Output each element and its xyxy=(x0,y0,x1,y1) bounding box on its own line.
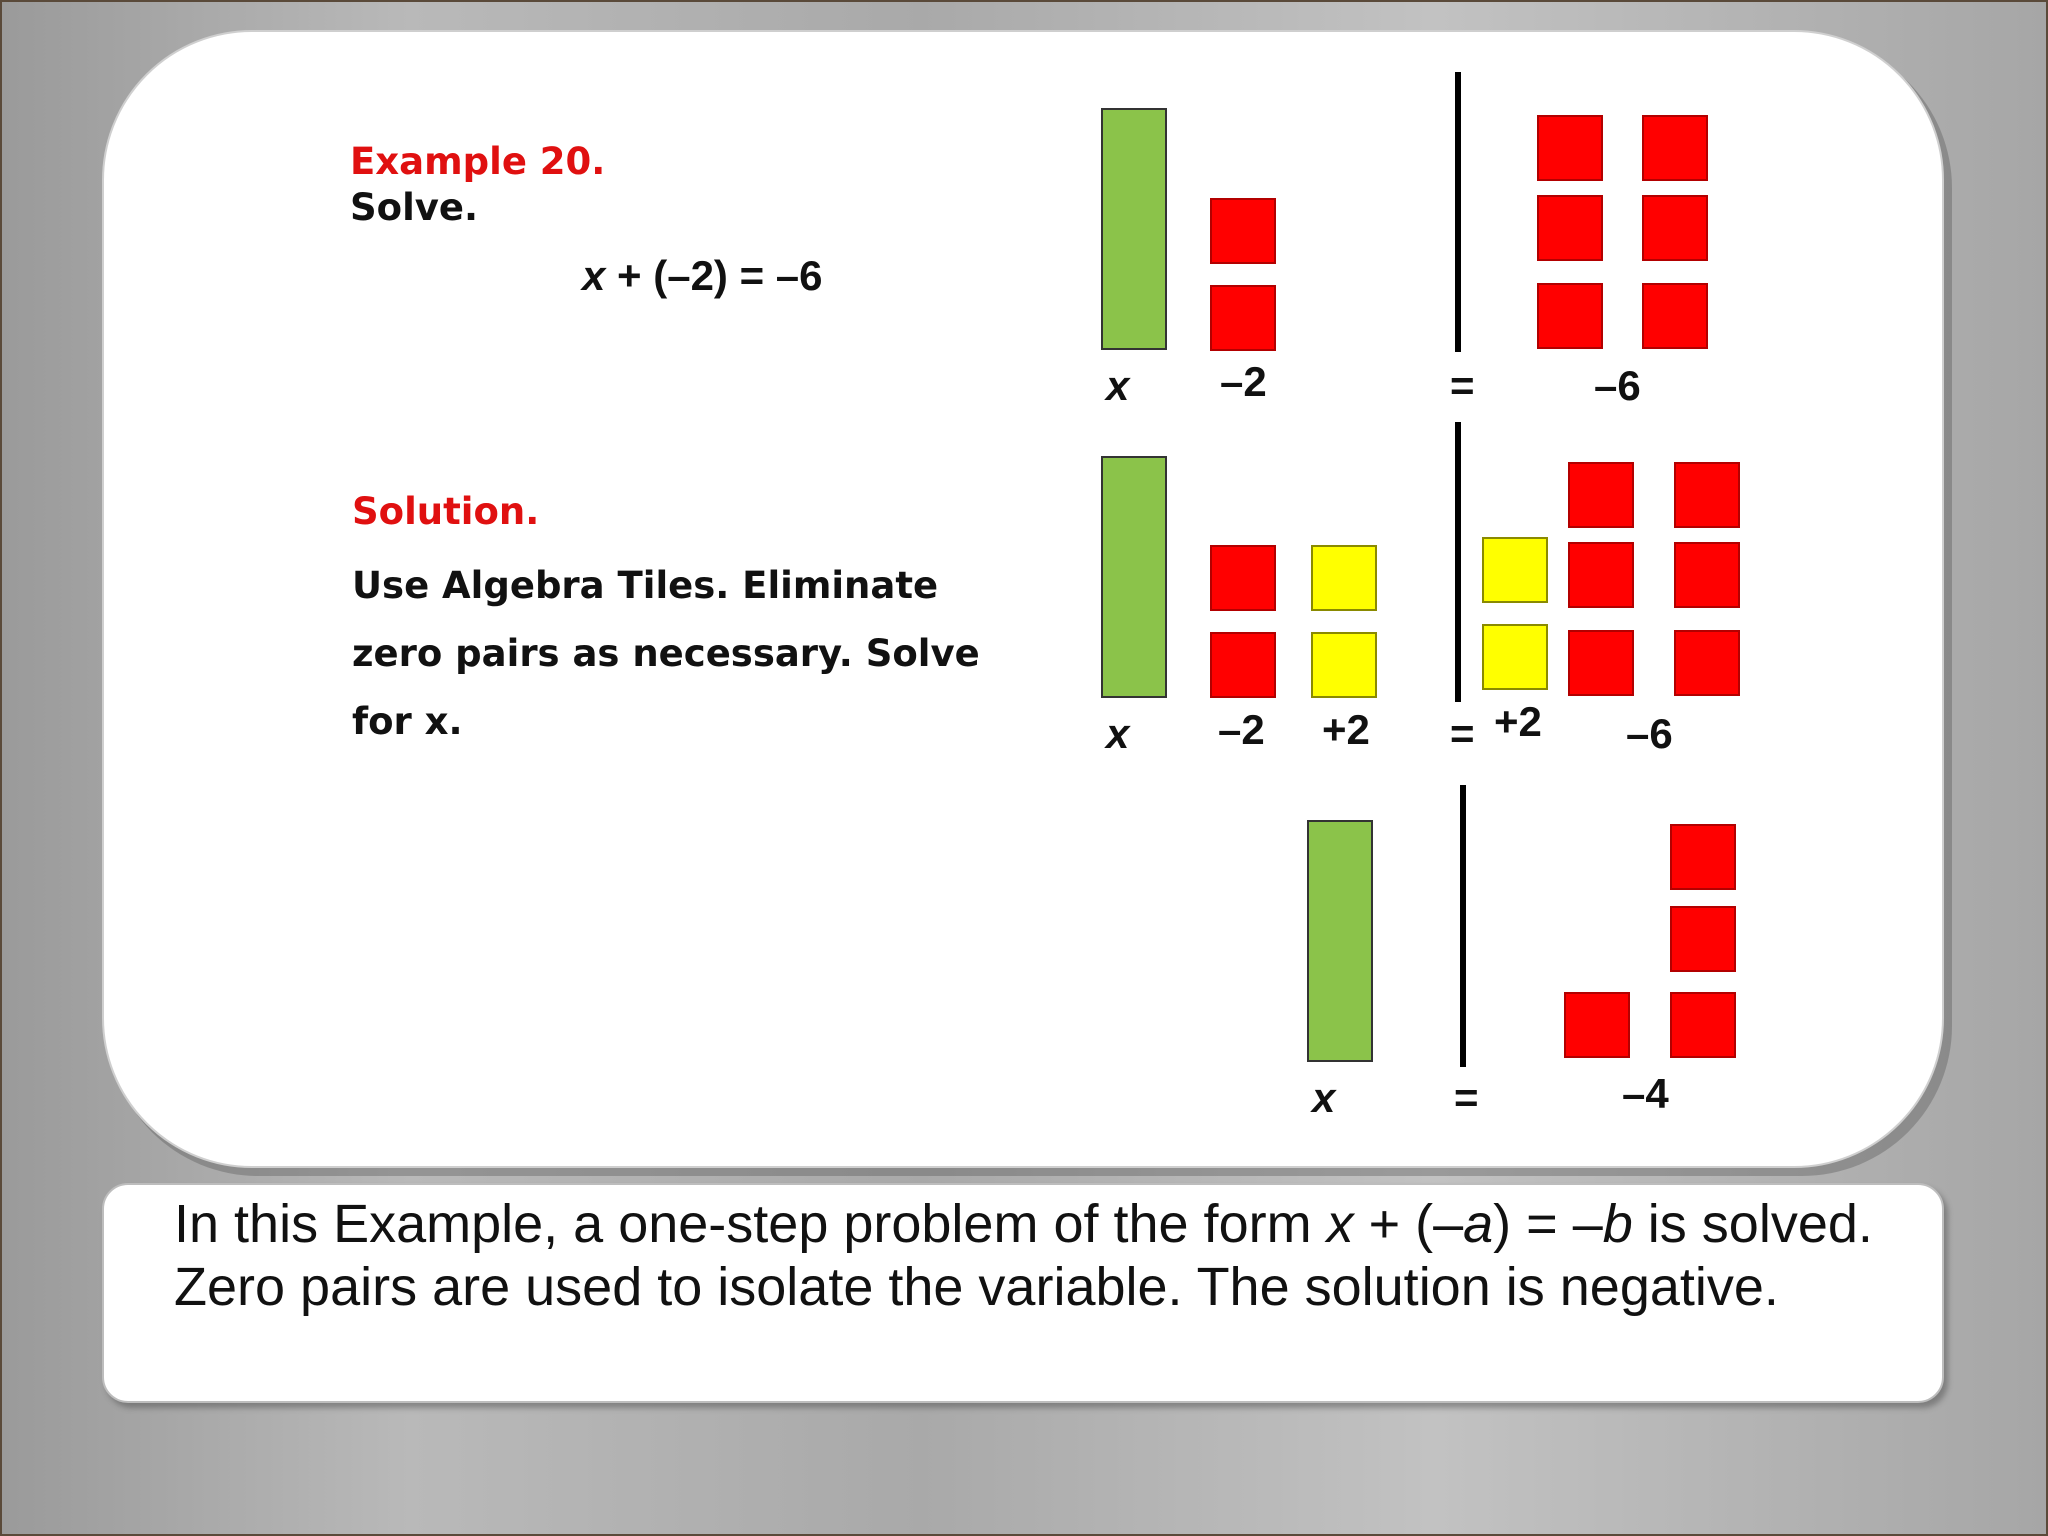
tile-label-x: x xyxy=(1312,1074,1336,1121)
negative-unit-tile xyxy=(1210,285,1276,351)
solve-label: Solve. xyxy=(350,186,479,229)
instruction-line: zero pairs as necessary. Solve xyxy=(352,632,980,675)
equals-sign: = xyxy=(1454,1074,1479,1121)
negative-unit-tile xyxy=(1210,632,1276,698)
x-tile xyxy=(1307,820,1373,1062)
solution-title: Solution. xyxy=(352,490,540,533)
negative-unit-tile xyxy=(1210,198,1276,264)
equation-variable: x xyxy=(582,252,606,299)
negative-unit-tile xyxy=(1568,462,1634,528)
negative-unit-tile xyxy=(1210,545,1276,611)
negative-unit-tile xyxy=(1670,992,1736,1058)
tile-label: –4 xyxy=(1622,1070,1669,1117)
caption-part: ) = – xyxy=(1493,1194,1603,1254)
x-tile xyxy=(1101,108,1167,350)
instruction-text xyxy=(352,552,1052,756)
equals-bar xyxy=(1460,785,1466,1067)
tile-label: –6 xyxy=(1594,362,1641,409)
equation-rest: + (–2) = –6 xyxy=(605,252,823,299)
negative-unit-tile xyxy=(1674,542,1740,608)
equals-sign: = xyxy=(1450,710,1475,757)
positive-unit-tile xyxy=(1482,624,1548,690)
negative-unit-tile xyxy=(1642,195,1708,261)
equals-sign: = xyxy=(1450,362,1475,409)
caption-part: + (– xyxy=(1353,1194,1464,1254)
tile-label: +2 xyxy=(1494,698,1542,745)
tile-label: –2 xyxy=(1220,358,1267,405)
caption-text xyxy=(174,1193,1914,1319)
caption-var-a: a xyxy=(1463,1194,1494,1254)
negative-unit-tile xyxy=(1670,824,1736,890)
negative-unit-tile xyxy=(1537,115,1603,181)
tile-label-x: x xyxy=(1106,710,1130,757)
negative-unit-tile xyxy=(1642,115,1708,181)
positive-unit-tile xyxy=(1482,537,1548,603)
tile-label: –6 xyxy=(1626,710,1673,757)
caption-var-b: b xyxy=(1602,1194,1633,1254)
caption-var-x: x xyxy=(1326,1194,1354,1254)
example-title: Example 20. xyxy=(350,140,606,183)
tile-label-x: x xyxy=(1106,362,1130,409)
instruction-line: for x. xyxy=(352,700,463,743)
caption-part: is solved. Zero pairs are used to isolate the variable. The solution is negative. xyxy=(174,1194,1873,1317)
negative-unit-tile xyxy=(1670,906,1736,972)
caption-box xyxy=(102,1183,1944,1403)
equals-bar xyxy=(1455,72,1461,352)
equation xyxy=(582,252,823,300)
tile-label: –2 xyxy=(1218,706,1265,753)
positive-unit-tile xyxy=(1311,632,1377,698)
negative-unit-tile xyxy=(1537,195,1603,261)
equals-bar xyxy=(1455,422,1461,702)
caption-part: In this Example, a one-step problem of the form xyxy=(174,1194,1327,1254)
x-tile xyxy=(1101,456,1167,698)
negative-unit-tile xyxy=(1674,630,1740,696)
negative-unit-tile xyxy=(1568,542,1634,608)
instruction-line: Use Algebra Tiles. Eliminate xyxy=(352,564,939,607)
negative-unit-tile xyxy=(1564,992,1630,1058)
negative-unit-tile xyxy=(1642,283,1708,349)
negative-unit-tile xyxy=(1537,283,1603,349)
tile-label: +2 xyxy=(1322,706,1370,753)
positive-unit-tile xyxy=(1311,545,1377,611)
negative-unit-tile xyxy=(1674,462,1740,528)
negative-unit-tile xyxy=(1568,630,1634,696)
